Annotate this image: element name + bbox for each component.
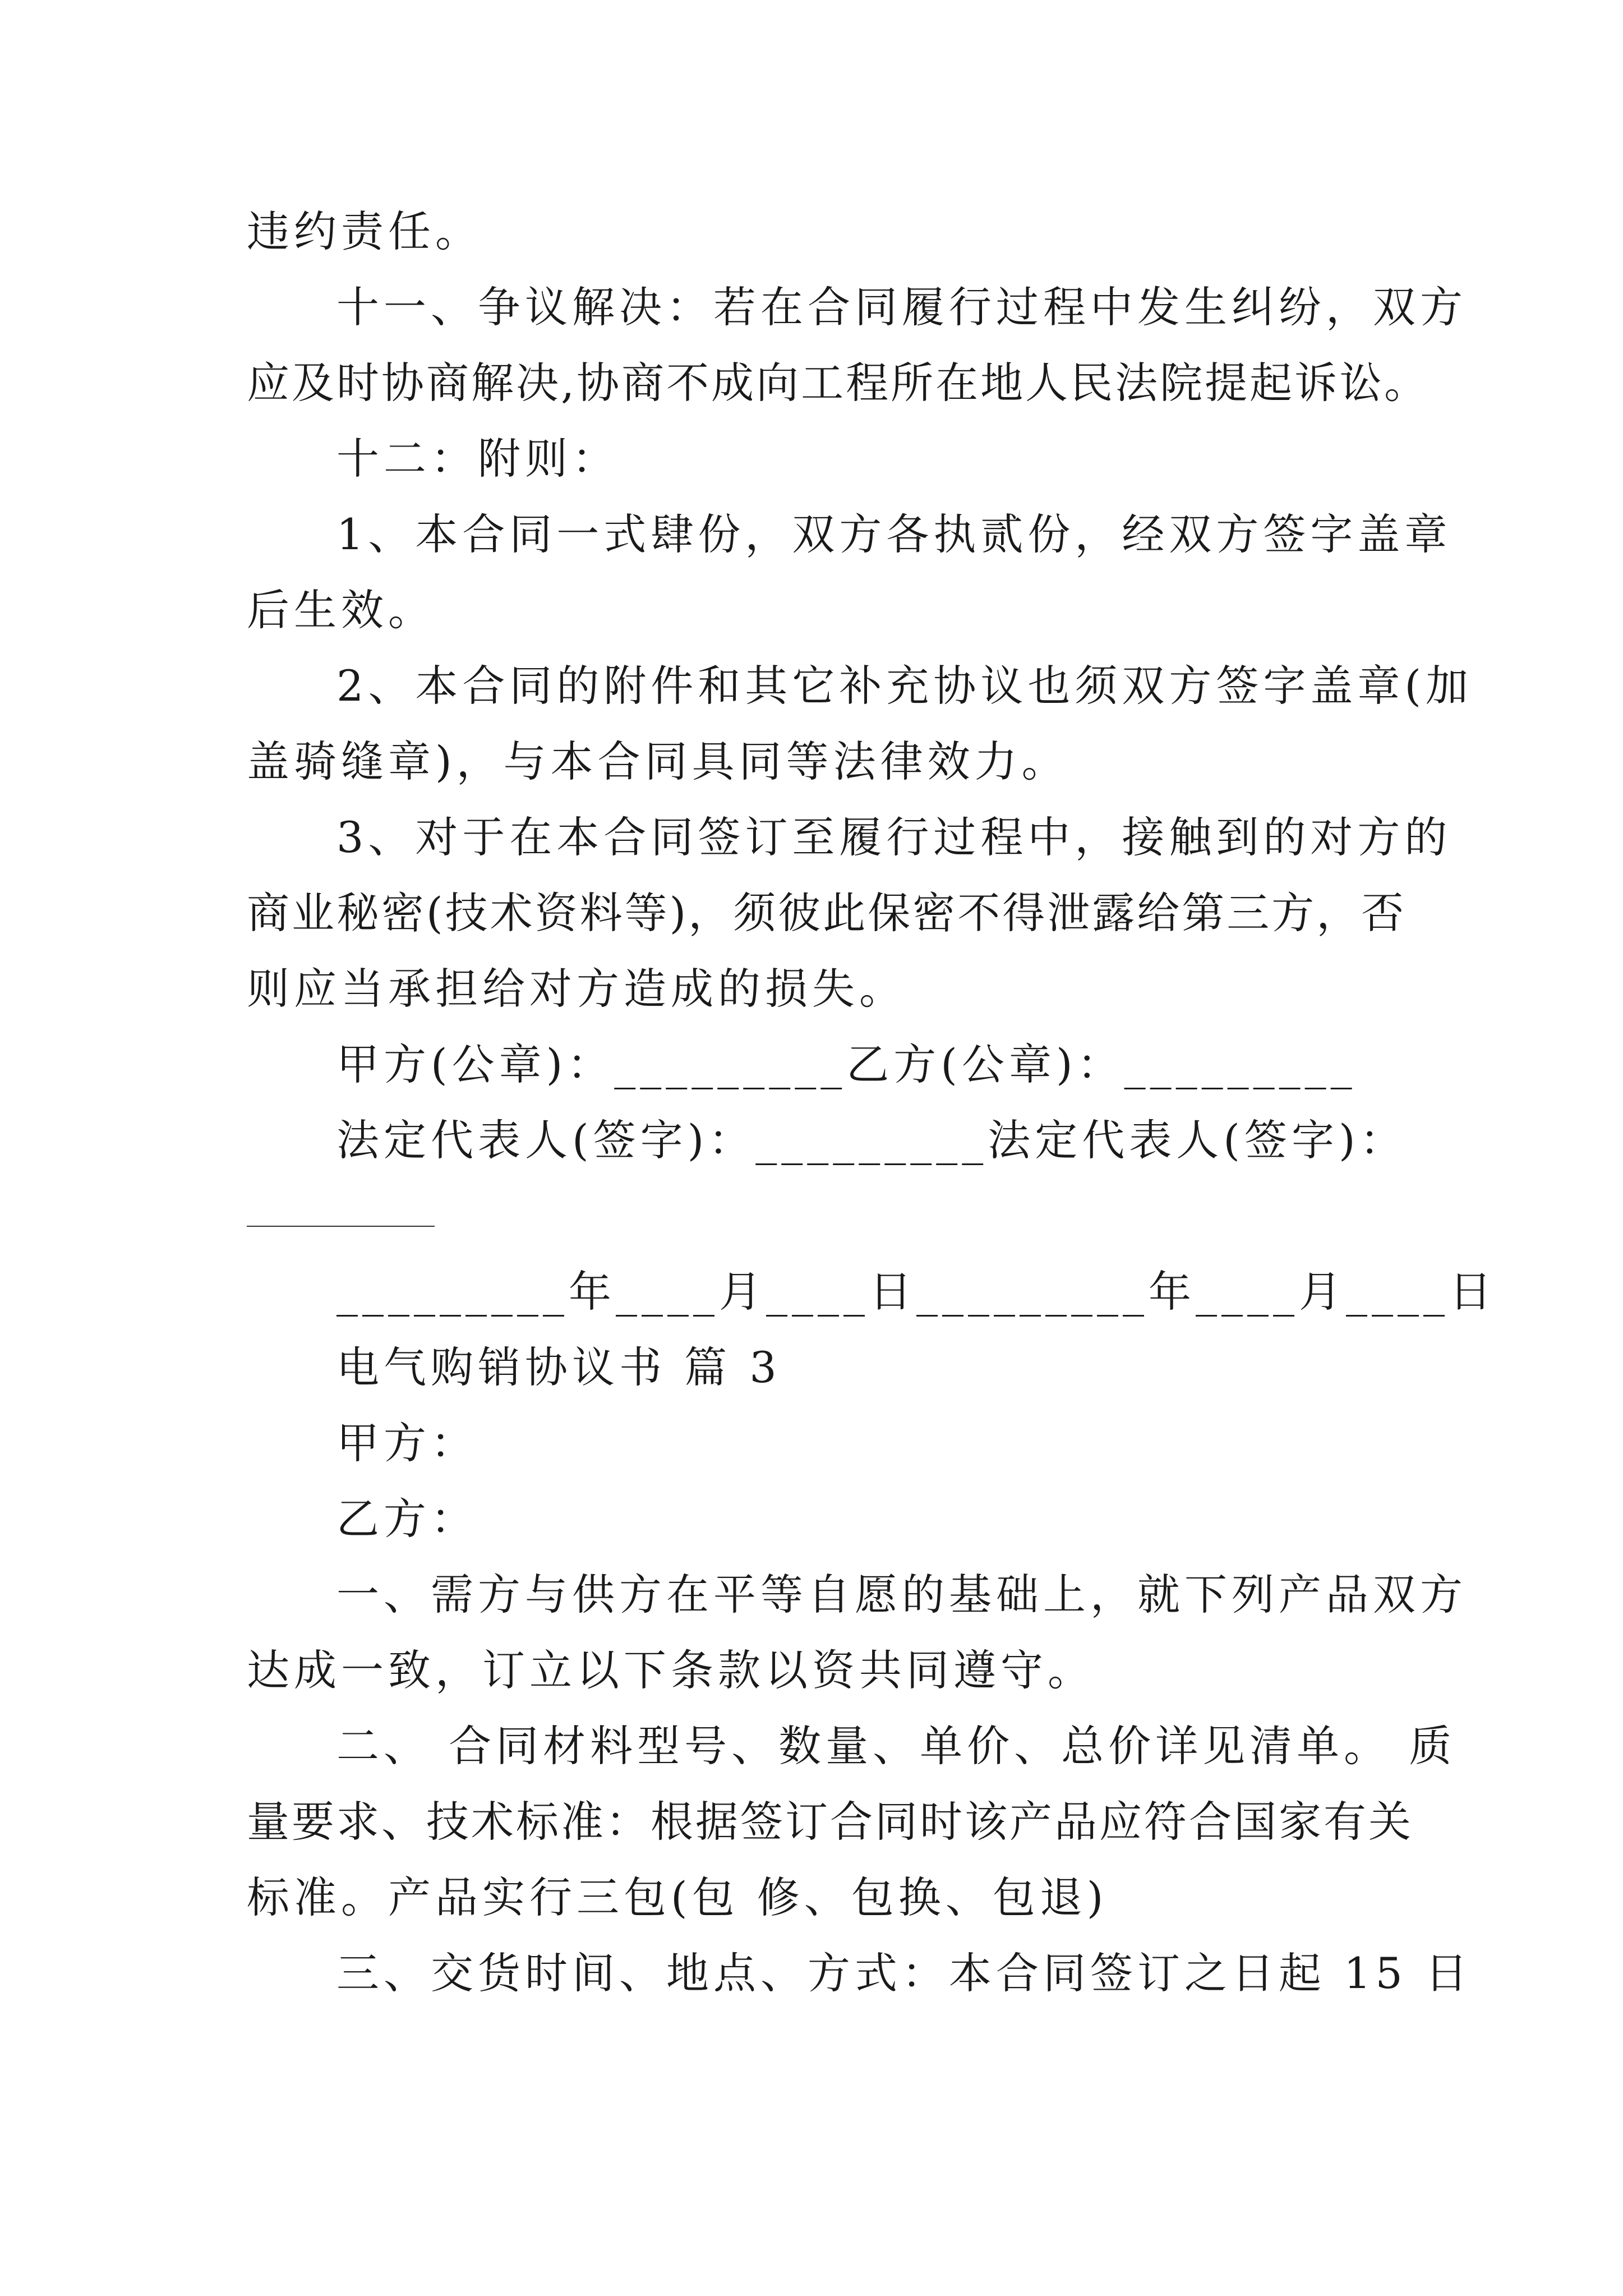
- paragraph-line: 十二：附则：: [336, 434, 619, 484]
- paragraph-line: 盖骑缝章)，与本合同具同等法律效力。: [247, 737, 1069, 786]
- paragraph-line: 十一、争议解决：若在合同履行过程中发生纠纷，双方: [336, 282, 1467, 332]
- paragraph-line: 则应当承担给对方造成的损失。: [247, 964, 906, 1014]
- paragraph-line: 达成一致，订立以下条款以资共同遵守。: [247, 1645, 1095, 1695]
- date-line: _________年____月____日_________年____月____日: [336, 1267, 1496, 1317]
- party-a-line: 甲方：: [336, 1418, 478, 1468]
- signature-blank-rule: [247, 1226, 435, 1227]
- section-heading: 电气购销协议书 篇 3: [336, 1342, 781, 1392]
- paragraph-line: 一、需方与供方在平等自愿的基础上，就下列产品双方: [336, 1570, 1467, 1619]
- paragraph-line: 二、 合同材料型号、数量、单价、总价详见清单。 质: [336, 1721, 1456, 1771]
- paragraph-line: 标准。产品实行三包(包 修、包换、包退): [247, 1872, 1108, 1922]
- paragraph-line: 三、交货时间、地点、方式：本合同签订之日起 15 日: [336, 1948, 1473, 1998]
- paragraph-line: 1、本合同一式肆份，双方各执贰份，经双方签字盖章: [336, 509, 1452, 559]
- paragraph-line: 2、本合同的附件和其它补充协议也须双方签字盖章(加: [336, 661, 1473, 711]
- paragraph-line: 商业秘密(技术资料等)，须彼此保密不得泄露给第三方，否: [247, 888, 1407, 938]
- paragraph-line: 3、对于在本合同签订至履行过程中，接触到的对方的: [336, 812, 1452, 862]
- party-b-line: 乙方：: [336, 1494, 478, 1544]
- signature-line-party-seal: 甲方(公章)：_________乙方(公章)：_________: [336, 1039, 1357, 1089]
- paragraph-line: 后生效。: [247, 585, 435, 635]
- paragraph-line: 违约责任。: [247, 206, 482, 256]
- signature-line-legal-rep: 法定代表人(签字)：_________法定代表人(签字)：: [336, 1115, 1407, 1165]
- paragraph-line: 应及时协商解决,协商不成向工程所在地人民法院提起诉讼。: [247, 358, 1430, 408]
- paragraph-line: 量要求、技术标准：根据签订合同时该产品应符合国家有关: [247, 1797, 1413, 1847]
